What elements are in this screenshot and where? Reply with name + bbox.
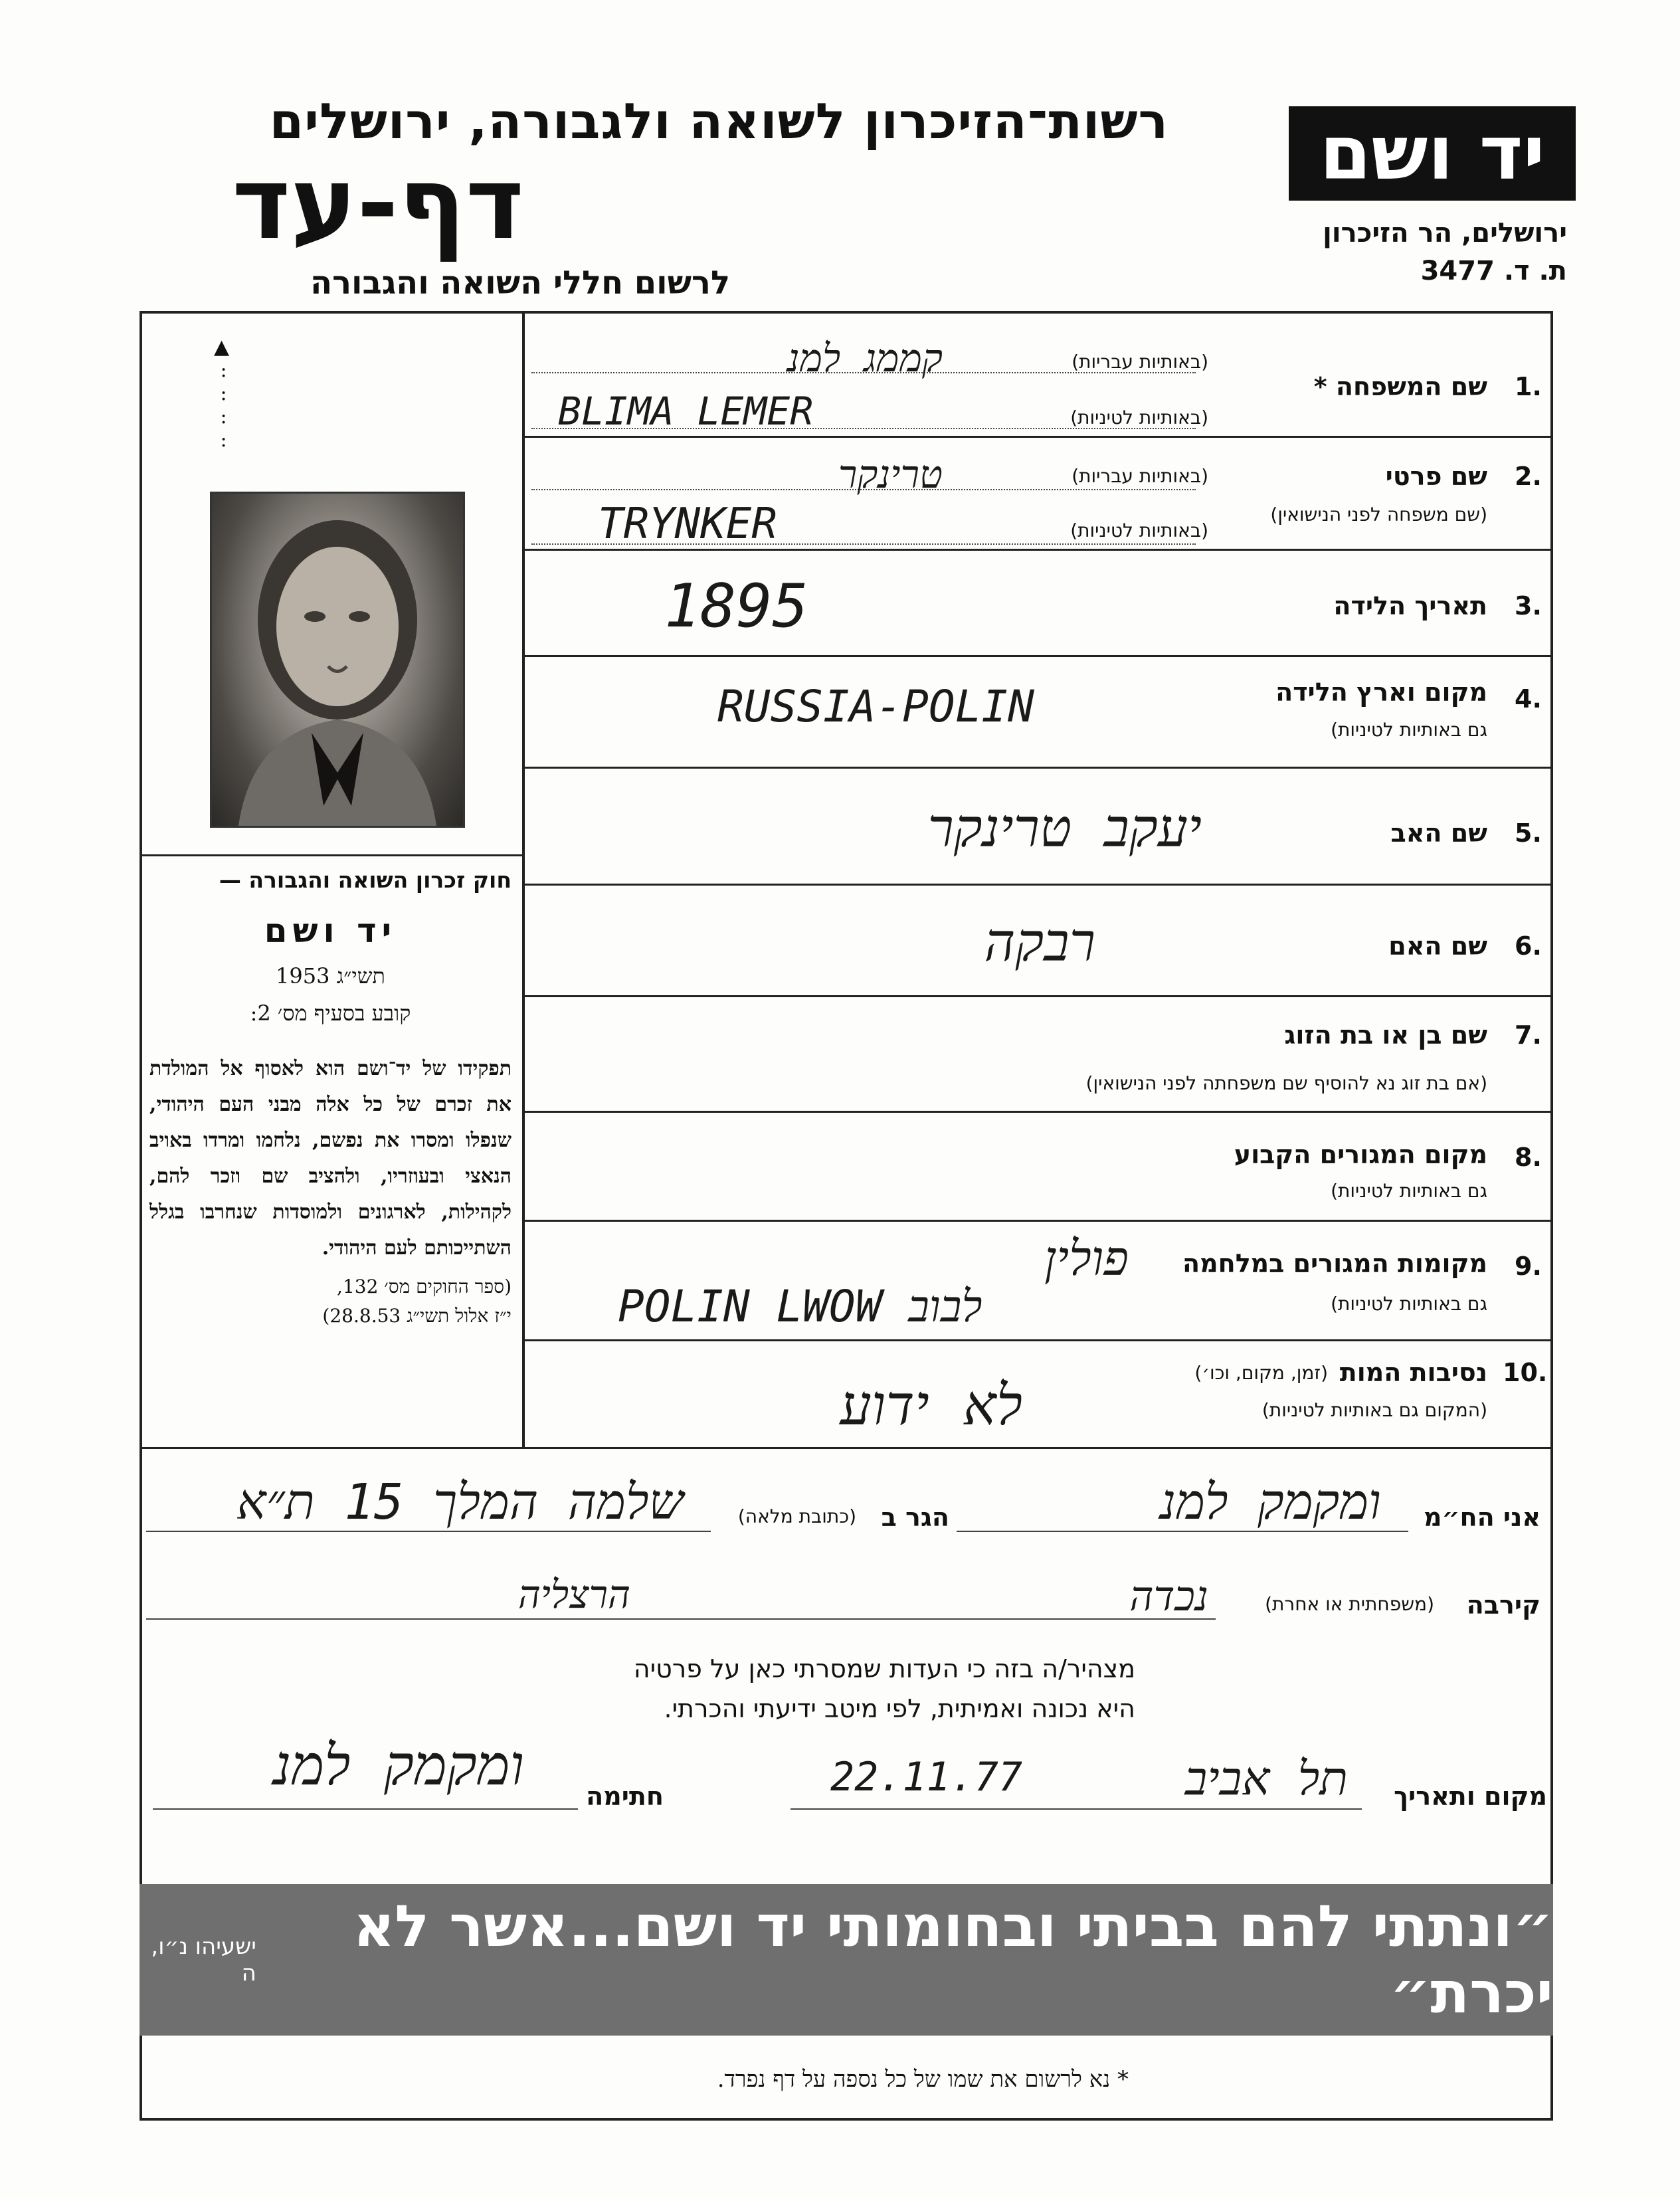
field-5-number: 5. xyxy=(1515,818,1542,848)
footnote: * נא לרשום את שמו של כל נספה על דף נפרד. xyxy=(717,2066,1129,2093)
law-body: תפקידו של יד־ושם הוא לאסוף אל המולדת את זכרם של כל אלה מבני העם היהודי, שנפלו ומסרו את נפשם, נלחמו ומרדו באויב הנאצי ובעוזריו, ולהציב שם וזכר להם, לקהילות, לארגונים ולמוסדות שנחרבו בגלל השתייכותם לעם היהודי. xyxy=(149,1057,512,1260)
resides-label: הגר ב xyxy=(881,1503,949,1532)
place-date-label: מקום ותאריך xyxy=(1394,1782,1547,1811)
signature-label: חתימה xyxy=(586,1782,664,1811)
field-10-label: נסיבות המות xyxy=(1339,1358,1487,1387)
field-8-sublabel: גם באותיות לטיניות) xyxy=(1331,1180,1487,1202)
field-10-sublabel: (המקום גם באותיות לטיניות) xyxy=(1261,1399,1487,1421)
field-2-hebrew-hint: (באותיות עבריות) xyxy=(1072,465,1208,487)
signature-value[interactable]: ומקמק למנ xyxy=(273,1733,524,1798)
field-1-hebrew-value[interactable]: קממג למנ xyxy=(787,335,943,381)
field-4-label: מקום וארץ הלידה xyxy=(1275,678,1487,707)
field-5-label: שם האב xyxy=(1390,818,1487,848)
field-9-value-line1[interactable]: פולין xyxy=(1044,1230,1129,1286)
field-6-label: שם האם xyxy=(1388,931,1487,961)
field-3-number: 3. xyxy=(1515,591,1542,621)
signature-line xyxy=(153,1808,578,1810)
field-9-number: 9. xyxy=(1515,1252,1542,1281)
resides-hint: (כתובת מלאה) xyxy=(737,1505,856,1527)
banner-source: ישעיהו נ״ו, ה xyxy=(151,1933,256,1986)
resides-value[interactable]: שלמה המלך 15 ת״א xyxy=(236,1474,684,1531)
law-box-divider xyxy=(141,854,523,856)
banner-quote: ״ונתתי להם בביתי ובחומותי יד ושם...אשר לא יכרת״ xyxy=(353,1893,1553,2026)
field-9-value-line2[interactable]: POLIN LWOW לבוב xyxy=(618,1281,982,1332)
law-clause: קובע בסעיף מס׳ 2: xyxy=(250,1001,411,1026)
field-1-hebrew-hint: (באותיות עבריות) xyxy=(1072,351,1208,373)
row-divider xyxy=(141,1447,1550,1449)
relation-extra[interactable]: הרצליה xyxy=(517,1572,630,1617)
field-1-label: שם המשפחה * xyxy=(1313,372,1487,401)
row-divider xyxy=(525,436,1550,438)
field-7-sublabel: (אם בת זוג נא להוסיף שם משפחתה לפני הנישואין) xyxy=(1085,1072,1487,1094)
relation-value[interactable]: נכדה xyxy=(1129,1572,1208,1620)
field-8-number: 8. xyxy=(1515,1143,1542,1172)
field-10-value[interactable]: לא ידוע xyxy=(840,1373,1022,1438)
row-divider xyxy=(525,655,1550,657)
relation-line xyxy=(146,1618,1216,1620)
field-2-latin-value[interactable]: TRYNKER xyxy=(598,500,777,549)
field-3-label: תאריך הלידה xyxy=(1333,591,1487,621)
law-source-1: (ספר החוקים מס׳ 132, xyxy=(337,1276,512,1297)
field-4-number: 4. xyxy=(1515,684,1542,714)
quote-banner xyxy=(140,1884,1553,2036)
relation-hint: (משפחתית או אחרת) xyxy=(1265,1593,1434,1615)
row-divider xyxy=(525,995,1550,997)
statement-line-1: מצהיר/ה בזה כי העדות שמסרתי כאן על פרטיה xyxy=(633,1654,1135,1683)
law-year: תשי״ג 1953 xyxy=(276,963,385,989)
field-2-sublabel: (שם משפחה לפני הנישואין) xyxy=(1270,504,1487,526)
place-date-line xyxy=(791,1808,1362,1810)
law-heading: חוק זכרון השואה והגבורה — xyxy=(219,867,512,893)
field-6-value[interactable]: רבקה xyxy=(984,911,1095,973)
field-2-latin-hint: (באותיות לטיניות) xyxy=(1070,520,1208,541)
field-3-value[interactable]: 1895 xyxy=(664,571,808,641)
field-7-label: שם בן או בת הזוג xyxy=(1284,1020,1487,1050)
law-box xyxy=(149,867,512,1327)
row-divider xyxy=(525,767,1550,769)
yad-vashem-logo xyxy=(1289,106,1576,201)
field-1-number: 1. xyxy=(1515,372,1542,401)
field-2-number: 2. xyxy=(1515,462,1542,491)
place-value[interactable]: תל אביב xyxy=(1184,1751,1348,1806)
field-9-label: מקומות המגורים במלחמה xyxy=(1182,1249,1487,1278)
row-divider xyxy=(525,1111,1550,1113)
row-divider xyxy=(525,549,1550,551)
column-divider xyxy=(522,312,525,1447)
field-4-value[interactable]: RUSSIA-POLIN xyxy=(717,681,1034,732)
relation-label: קירבה xyxy=(1466,1590,1540,1620)
field-6-number: 6. xyxy=(1515,931,1542,961)
logo-po-box: ת. ד. 3477 xyxy=(1420,256,1567,286)
field-5-value[interactable]: יעקב טרינקר xyxy=(927,797,1202,859)
field-1-latin-value[interactable]: BLIMA LEMER xyxy=(558,389,814,434)
victim-photo xyxy=(210,492,465,828)
logo-address: ירושלים, הר הזיכרון xyxy=(1323,218,1567,248)
field-10-label-hint: (זמן, מקום, וכו׳) xyxy=(1194,1362,1328,1384)
form-title: דף-עד xyxy=(232,146,524,262)
law-name: יד ושם xyxy=(264,911,397,950)
field-1-latin-hint: (באותיות לטיניות) xyxy=(1070,407,1208,429)
date-value[interactable]: 22.11.77 xyxy=(830,1754,1022,1800)
field-2-hebrew-value[interactable]: טרינקר xyxy=(838,452,943,497)
row-divider xyxy=(525,1220,1550,1222)
declarant-value[interactable]: ומקמק למנ xyxy=(1160,1474,1381,1531)
margin-dots: ▲ : : : : xyxy=(214,335,230,452)
field-10-number: 10. xyxy=(1503,1358,1548,1387)
field-9-sublabel: גם באותיות לטיניות) xyxy=(1331,1293,1487,1315)
statement-line-2: היא נכונה ואמיתית, לפי מיטב ידיעתי והכרתי. xyxy=(664,1694,1135,1723)
law-source-2: י״ז אלול תשי״ג 28.8.53) xyxy=(322,1305,512,1327)
field-2-label: שם פרטי xyxy=(1385,462,1487,491)
portrait-image xyxy=(212,494,463,826)
authority-title: רשות־הזיכרון לשואה ולגבורה, ירושלים xyxy=(269,93,1168,150)
field-8-label: מקום המגורים הקבוע xyxy=(1234,1140,1487,1169)
row-divider xyxy=(525,884,1550,886)
form-subtitle: לרשום חללי השואה והגבורה xyxy=(310,264,730,302)
logo-text: יד ושם xyxy=(1319,110,1545,197)
field-7-number: 7. xyxy=(1515,1020,1542,1050)
field-4-sublabel: גם באותיות לטיניות) xyxy=(1331,719,1487,741)
declarant-label: אני הח״מ xyxy=(1424,1503,1540,1532)
row-divider xyxy=(525,1339,1550,1341)
